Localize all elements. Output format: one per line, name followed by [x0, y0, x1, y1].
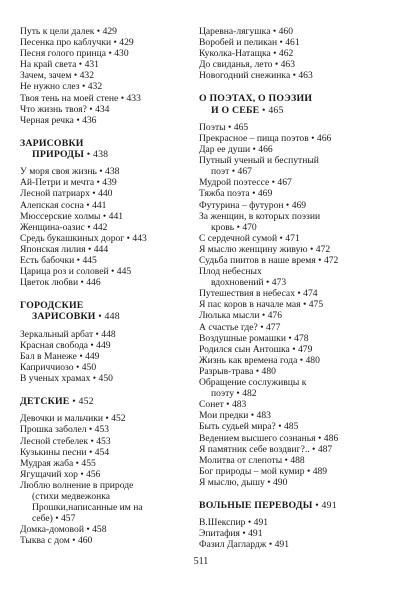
- toc-entry-page-number: • 475: [301, 299, 324, 310]
- toc-entry-page-number: • 441: [84, 200, 107, 211]
- toc-entry[interactable]: [199, 155, 375, 166]
- toc-entry-page-number: • 483: [224, 399, 247, 410]
- toc-entry[interactable]: [20, 502, 196, 513]
- toc-entry-title: Красная свобода: [20, 339, 88, 351]
- toc-entry-title: Люлька мысли: [199, 310, 260, 322]
- toc-entry-title: Эпитафия: [199, 528, 240, 540]
- toc-entry[interactable]: [20, 37, 196, 48]
- toc-entry[interactable]: [20, 48, 196, 59]
- toc-entry[interactable]: [199, 322, 375, 333]
- toc-entry[interactable]: [199, 421, 375, 432]
- toc-entry[interactable]: [199, 466, 375, 477]
- toc-entry[interactable]: [199, 144, 375, 155]
- toc-entry[interactable]: [199, 177, 375, 188]
- toc-entry-page-number: • 472: [316, 255, 339, 266]
- toc-entry[interactable]: [20, 266, 196, 277]
- section-heading: [20, 396, 196, 407]
- toc-entry-page-number: • 436: [74, 115, 97, 126]
- toc-entry-title: поэту: [211, 388, 235, 400]
- toc-entry-page-number: • 485: [276, 421, 299, 432]
- toc-entry-title: Молитва от слепоты: [199, 454, 283, 466]
- toc-entry-title: Судьба пиитов в наше время: [199, 255, 316, 266]
- toc-entry[interactable]: [199, 299, 375, 310]
- toc-entry[interactable]: [199, 133, 375, 144]
- toc-entry[interactable]: [20, 115, 196, 126]
- section-page-number: • 438: [84, 149, 108, 160]
- toc-entry-title: Футурина – футурон: [199, 199, 284, 211]
- section-heading-line: О ПОЭТАХ, О ПОЭЗИИ: [199, 93, 313, 105]
- toc-entry-title: Есть бабочки: [20, 255, 75, 266]
- toc-entry[interactable]: [20, 524, 196, 535]
- toc-entry-page-number: • 472: [308, 244, 331, 255]
- toc-entry-title: Прекрасное – пища поэтов: [199, 132, 309, 144]
- toc-entry[interactable]: [20, 26, 196, 37]
- toc-entry-title: Японская лилия: [20, 243, 86, 255]
- toc-entry-title: Дар ее души: [199, 144, 251, 156]
- toc-entry-title: Прошки,написанные им на: [32, 502, 143, 514]
- toc-entry[interactable]: [20, 200, 196, 211]
- toc-entry-page-number: • 467: [229, 166, 252, 177]
- toc-entry[interactable]: [199, 70, 375, 81]
- toc-entry-title: У моря своя жизнь: [20, 166, 97, 178]
- toc-entry-title: Путешествия в небесах: [199, 288, 295, 300]
- toc-entry-page-number: • 433: [118, 93, 141, 104]
- toc-entry-title: Куколка-Натащка: [199, 48, 271, 60]
- toc-entry[interactable]: [199, 166, 375, 177]
- toc-entry[interactable]: [20, 480, 196, 491]
- toc-entry[interactable]: [20, 340, 196, 351]
- toc-entry-page-number: • 466: [309, 133, 332, 144]
- toc-entry-page-number: • 456: [78, 469, 101, 480]
- toc-entry[interactable]: [20, 222, 196, 233]
- toc-entry-page-number: • 463: [272, 59, 295, 70]
- toc-entry-page-number: • 478: [286, 333, 309, 344]
- toc-entry-page-number: • 476: [259, 310, 282, 321]
- toc-entry[interactable]: [20, 244, 196, 255]
- toc-entry[interactable]: [20, 373, 196, 384]
- toc-entry[interactable]: [20, 491, 196, 502]
- toc-entry-title: Средь букашкиных дорог: [20, 232, 125, 244]
- toc-entry-page-number: • 432: [80, 81, 103, 92]
- toc-entry-title: Воробей и пеликан: [199, 37, 278, 49]
- toc-entry[interactable]: [199, 244, 375, 255]
- toc-entry[interactable]: [199, 377, 375, 388]
- section-heading: [20, 138, 196, 160]
- section-heading: [20, 300, 196, 322]
- toc-entry-page-number: • 474: [295, 288, 318, 299]
- section-page-number: • 448: [96, 311, 120, 322]
- toc-entry-page-number: • 469: [284, 200, 307, 211]
- toc-entry-page-number: • 477: [258, 322, 281, 333]
- toc-entry-page-number: • 429: [94, 26, 117, 37]
- toc-entry-page-number: • 450: [74, 362, 97, 373]
- toc-entry-page-number: • 439: [94, 177, 117, 188]
- toc-entry-title: Что жизнь твоя?: [20, 103, 87, 115]
- section-heading: [199, 500, 375, 511]
- section-heading-line: ЗАРИСОВКИ: [32, 311, 96, 323]
- toc-entry-page-number: • 488: [282, 455, 305, 466]
- toc-entry[interactable]: [199, 266, 375, 277]
- toc-entry-page-number: • 432: [71, 70, 94, 81]
- toc-entry[interactable]: [199, 410, 375, 421]
- toc-entry-title: Я пас коров в начале мая: [199, 299, 301, 311]
- toc-entry-title: Каприччиозо: [20, 361, 74, 373]
- toc-entry-title: (стихи медвежонка: [32, 491, 111, 503]
- toc-entry[interactable]: [20, 233, 196, 244]
- toc-entry[interactable]: [20, 362, 196, 373]
- toc-entry[interactable]: [20, 81, 196, 92]
- toc-entry-page-number: • 460: [70, 535, 93, 546]
- toc-entry-title: Бал в Манеже: [20, 350, 77, 362]
- toc-entry-title: Мудрая жаба: [20, 457, 74, 469]
- toc-entry-title: Женщина-оазис: [20, 221, 85, 233]
- toc-entry-title: Путный ученый и беспутный: [199, 155, 319, 167]
- toc-right-column: [199, 26, 375, 550]
- toc-entry-page-number: • 467: [269, 177, 292, 188]
- toc-entry-title: Черная речка: [20, 114, 74, 126]
- toc-entry[interactable]: [20, 447, 196, 458]
- toc-entry[interactable]: [20, 166, 196, 177]
- toc-entry-title: Сонет: [199, 399, 224, 411]
- toc-entry-title: Быть судьей мира?: [199, 421, 276, 433]
- toc-entry-title: Твоя тень на моей стене: [20, 92, 119, 104]
- toc-entry[interactable]: [20, 177, 196, 188]
- toc-entry-page-number: • 431: [76, 59, 99, 70]
- toc-entry[interactable]: [20, 255, 196, 266]
- section-page-number: • 452: [70, 396, 94, 407]
- toc-entry-page-number: • 461: [277, 37, 300, 48]
- toc-entry[interactable]: [20, 188, 196, 199]
- toc-entry-page-number: • 450: [90, 373, 113, 384]
- toc-entry-title: Ай-Петри и мечта: [20, 177, 95, 189]
- toc-entry-page-number: • 455: [73, 458, 96, 469]
- toc-entry-page-number: • 490: [265, 477, 288, 488]
- toc-entry-title: Тыква с дом: [20, 535, 70, 547]
- section-heading-line: ДЕТСКИЕ: [20, 396, 70, 408]
- toc-entry[interactable]: [199, 355, 375, 366]
- toc-entry[interactable]: [20, 436, 196, 447]
- toc-entry-title: себе): [32, 513, 53, 525]
- toc-entry-title: Не нужно слез: [20, 81, 80, 93]
- toc-entry-page-number: • 479: [290, 344, 313, 355]
- section-page-number: • 491: [313, 500, 337, 511]
- toc-entry-page-number: • 443: [124, 233, 147, 244]
- toc-entry-title: Мои предки: [199, 410, 249, 422]
- toc-entry-page-number: • 444: [86, 244, 109, 255]
- toc-entry-title: Бог природы – мой кумир: [199, 465, 305, 477]
- toc-entry[interactable]: [199, 344, 375, 355]
- toc-entry[interactable]: [20, 93, 196, 104]
- toc-entry-title: Песенка про каблучки: [20, 37, 112, 49]
- toc-entry-page-number: • 486: [316, 433, 339, 444]
- toc-entry-page-number: • 482: [234, 388, 257, 399]
- toc-entry-title: Девочки и мальчики: [20, 413, 104, 425]
- toc-entry-page-number: • 442: [85, 222, 108, 233]
- toc-entry[interactable]: [199, 444, 375, 455]
- toc-entry[interactable]: [199, 388, 375, 399]
- toc-entry-title: В.Шекспир: [199, 517, 246, 529]
- toc-entry-title: А счастье где?: [199, 321, 258, 333]
- toc-entry-page-number: • 449: [88, 340, 111, 351]
- toc-entry-page-number: • 470: [234, 222, 257, 233]
- toc-entry-page-number: • 438: [97, 166, 120, 177]
- toc-entry[interactable]: [199, 277, 375, 288]
- toc-entry-title: Ведением высшего сознанья: [199, 432, 316, 444]
- toc-entry[interactable]: [20, 458, 196, 469]
- toc-entry-title: Кузькины песни: [20, 446, 87, 458]
- toc-entry-title: Алепская сосна: [20, 199, 84, 211]
- toc-entry[interactable]: [199, 211, 375, 222]
- toc-entry-page-number: • 471: [277, 233, 300, 244]
- page-number: 511: [193, 556, 209, 567]
- toc-entry[interactable]: [199, 455, 375, 466]
- toc-entry-title: Люблю волнение в природе: [20, 479, 134, 491]
- toc-entry-title: Обращение сослуживцы к: [199, 377, 307, 389]
- toc-entry-title: Новогодний снежинка: [199, 70, 291, 82]
- toc-entry-title: Фазил Даглардж: [199, 539, 267, 551]
- toc-entry[interactable]: [199, 333, 375, 344]
- toc-entry-page-number: • 457: [53, 513, 76, 524]
- toc-entry-page-number: • 453: [88, 436, 111, 447]
- toc-entry-page-number: • 448: [93, 329, 116, 340]
- toc-entry[interactable]: [199, 37, 375, 48]
- toc-entry[interactable]: [20, 413, 196, 424]
- toc-entry-page-number: • 441: [101, 211, 124, 222]
- toc-entry-title: Плод небесных: [199, 266, 262, 278]
- toc-entry[interactable]: [20, 535, 196, 546]
- toc-entry-page-number: • 449: [77, 351, 100, 362]
- toc-entry[interactable]: [20, 424, 196, 435]
- toc-entry-page-number: • 466: [250, 144, 273, 155]
- toc-entry-page-number: • 445: [109, 266, 132, 277]
- toc-entry[interactable]: [199, 517, 375, 528]
- toc-entry-title: Лесной стебелек: [20, 435, 89, 447]
- toc-entry-title: Жизнь как времена года: [199, 354, 298, 366]
- toc-entry-page-number: • 458: [84, 524, 107, 535]
- toc-entry-title: На край света: [20, 59, 77, 71]
- toc-entry-title: Ягущачий хор: [20, 468, 78, 480]
- toc-entry-title: кровь: [211, 221, 235, 233]
- toc-entry-page-number: • 473: [264, 277, 287, 288]
- toc-entry-title: поэт: [211, 166, 230, 178]
- toc-entry-page-number: • 460: [270, 26, 293, 37]
- toc-entry[interactable]: [20, 469, 196, 480]
- toc-entry-title: Лесной патриарх: [20, 188, 90, 200]
- toc-entry-page-number: • 453: [87, 424, 110, 435]
- toc-entry-title: Родился сын Антошка: [199, 343, 290, 355]
- toc-entry[interactable]: [199, 233, 375, 244]
- section-heading-line: ЗАРИСОВКИ: [20, 137, 84, 149]
- toc-entry-page-number: • 487: [310, 444, 333, 455]
- section-heading-line: И О СЕБЕ: [211, 104, 260, 116]
- toc-entry[interactable]: [199, 366, 375, 377]
- toc-entry-title: Тяжба поэта: [199, 188, 250, 200]
- toc-entry-title: Царица роз и соловей: [20, 266, 109, 278]
- toc-entry-page-number: • 462: [271, 48, 294, 59]
- toc-entry-page-number: • 440: [90, 188, 113, 199]
- toc-entry[interactable]: [199, 48, 375, 59]
- toc-entry[interactable]: [199, 188, 375, 199]
- toc-entry[interactable]: [20, 211, 196, 222]
- toc-entry-page-number: • 454: [87, 447, 110, 458]
- toc-entry-title: Воздушные ромашки: [199, 332, 286, 344]
- toc-entry-page-number: • 491: [266, 539, 289, 550]
- toc-entry-title: С сердечной сумой: [199, 232, 278, 244]
- toc-entry-page-number: • 480: [253, 366, 276, 377]
- toc-entry-page-number: • 429: [111, 37, 134, 48]
- toc-entry-page-number: • 480: [297, 355, 320, 366]
- section-heading-line: ПРИРОДЫ: [32, 149, 85, 161]
- toc-entry[interactable]: [199, 255, 375, 266]
- toc-entry-title: Разрыв-трава: [199, 365, 254, 377]
- toc-entry-title: Цветок любви: [20, 277, 79, 289]
- toc-entry[interactable]: [199, 122, 375, 133]
- toc-entry-title: В ученых храмах: [20, 373, 91, 385]
- toc-entry[interactable]: [199, 26, 375, 37]
- toc-entry-page-number: • 465: [226, 122, 249, 133]
- toc-entry-page-number: • 445: [74, 255, 97, 266]
- section-heading: [199, 93, 375, 115]
- toc-entry-title: Я мыслю, дышу: [199, 476, 265, 488]
- toc-entry-title: вдохновений: [211, 277, 264, 289]
- toc-entry[interactable]: [199, 539, 375, 550]
- toc-entry-page-number: • 469: [250, 188, 273, 199]
- toc-entry[interactable]: [20, 513, 196, 524]
- toc-entry-title: Я памятник себе воздвиг?..: [199, 443, 310, 455]
- toc-entry-title: Прошка заболел: [20, 424, 87, 436]
- toc-entry[interactable]: [199, 528, 375, 539]
- toc-entry-page-number: • 491: [240, 528, 263, 539]
- section-heading-line: ВОЛЬНЫЕ ПЕРЕВОДЫ: [199, 499, 313, 511]
- toc-entry-title: Царевна-лягушка: [199, 26, 271, 37]
- toc-entry-page-number: • 434: [87, 104, 110, 115]
- toc-entry-page-number: • 491: [245, 517, 268, 528]
- toc-entry-title: Мюссерские холмы: [20, 210, 101, 222]
- toc-entry[interactable]: [199, 200, 375, 211]
- toc-entry-title: Я мыслю женщину живую: [199, 243, 308, 255]
- toc-entry[interactable]: [199, 288, 375, 299]
- toc-entry[interactable]: [20, 329, 196, 340]
- toc-entry[interactable]: [20, 277, 196, 288]
- toc-entry[interactable]: [199, 59, 375, 70]
- toc-entry-page-number: • 489: [305, 466, 328, 477]
- toc-entry[interactable]: [199, 310, 375, 321]
- toc-entry-page-number: • 463: [290, 70, 313, 81]
- toc-entry[interactable]: [20, 70, 196, 81]
- toc-entry[interactable]: [199, 399, 375, 410]
- section-page-number: • 465: [259, 105, 283, 116]
- toc-entry-title: Поэты: [199, 121, 226, 133]
- toc-entry[interactable]: [20, 104, 196, 115]
- toc-entry-title: Путь к цели далек: [20, 26, 95, 37]
- toc-entry-page-number: • 446: [78, 277, 101, 288]
- toc-entry-title: Песня голого принца: [20, 48, 107, 60]
- toc-left-column: [20, 26, 196, 546]
- toc-entry[interactable]: [20, 351, 196, 362]
- toc-entry-page-number: • 430: [106, 48, 129, 59]
- toc-entry[interactable]: [199, 222, 375, 233]
- toc-entry-title: До свиданья, лето: [199, 59, 273, 71]
- toc-entry[interactable]: [20, 59, 196, 70]
- toc-entry-title: Домка-домовой: [20, 524, 84, 536]
- toc-entry[interactable]: [199, 433, 375, 444]
- toc-entry-title: Зачем, зачем: [20, 70, 72, 82]
- toc-entry-page-number: • 483: [248, 410, 271, 421]
- section-heading-line: ГОРОДСКИЕ: [20, 300, 84, 312]
- toc-entry-title: Зеркальный арбат: [20, 328, 94, 340]
- toc-entry-title: Мудрой поэтессе: [199, 177, 270, 189]
- toc-entry-title: За женщин, в которых поэзии: [199, 210, 321, 222]
- toc-entry[interactable]: [199, 477, 375, 488]
- toc-entry-page-number: • 452: [103, 413, 126, 424]
